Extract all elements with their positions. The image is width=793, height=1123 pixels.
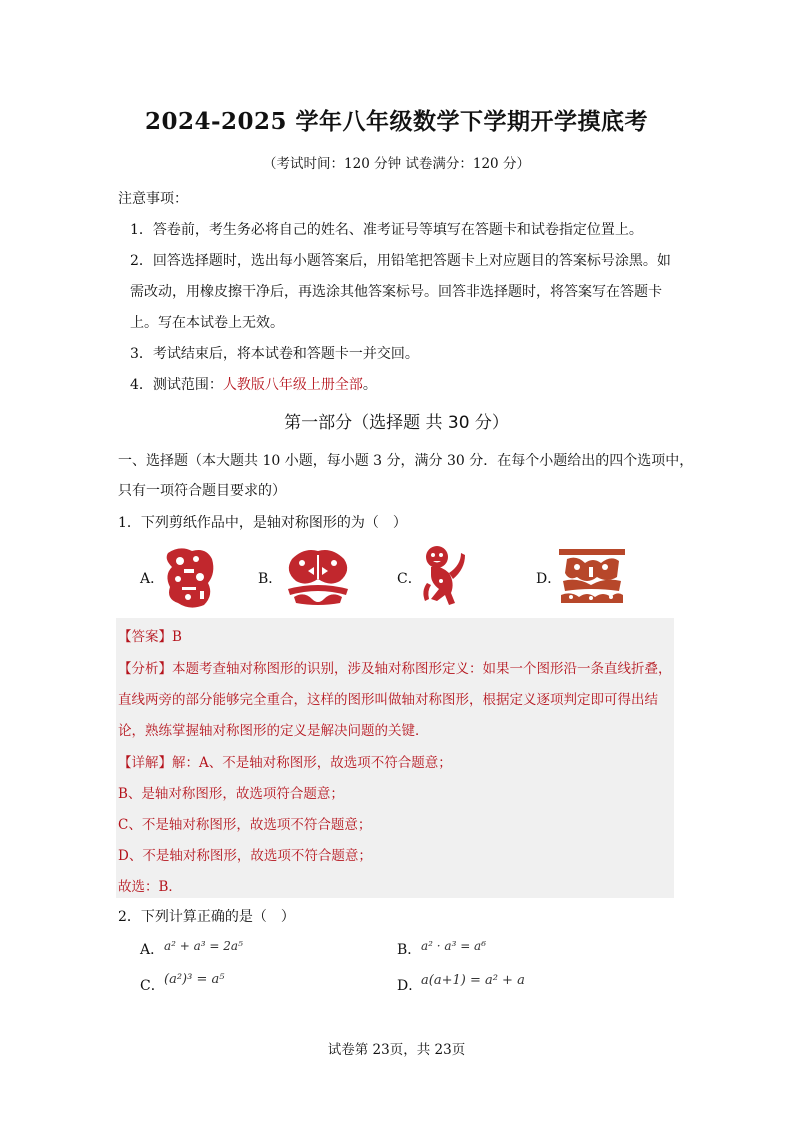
- q1-option-b-label[interactable]: B．: [258, 571, 283, 587]
- q2-stem: 2．下列计算正确的是（ ）: [118, 909, 295, 925]
- scope-prefix: 4．测试范围：: [130, 377, 223, 393]
- q2-option-a-label[interactable]: A．: [140, 942, 165, 958]
- section-intro: 只有一项符合题目要求的）: [118, 483, 286, 499]
- papercut-c-image: [419, 543, 465, 607]
- scope-suffix: 。: [362, 377, 377, 393]
- papercut-a-image: [162, 543, 218, 611]
- q1-stem: 1．下列剪纸作品中，是轴对称图形的为（ ）: [118, 515, 407, 531]
- q1-option-c-label[interactable]: C．: [397, 571, 422, 587]
- q2-option-c-expr: (a²)³ = a⁵: [164, 972, 225, 987]
- q2-option-b-label[interactable]: B．: [397, 942, 422, 958]
- q1-option-a-label[interactable]: A．: [140, 571, 165, 587]
- q1-answer: 【答案】B: [118, 629, 182, 645]
- q2-option-b-expr: a² · a³ = a⁶: [421, 939, 487, 953]
- notice-item: 2．回答选择题时，选出每小题答案后，用铅笔把答题卡上对应题目的答案标号涂黑。如: [130, 253, 671, 269]
- notice-item: 上。写在本试卷上无效。: [130, 315, 284, 331]
- papercut-b-image: [280, 545, 356, 607]
- q1-detail-line: D、不是轴对称图形，故选项不符合题意；: [118, 848, 372, 864]
- notice-item: 需改动，用橡皮擦干净后，再选涂其他答案标号。回答非选择题时，将答案写在答题卡: [130, 284, 662, 300]
- section-heading: 第一部分（选择题 共 30 分）: [284, 413, 509, 433]
- page-footer: 试卷第 23页，共 23页: [327, 1042, 466, 1058]
- notice-item: 1．答卷前，考生务必将自己的姓名、准考证号等填写在答题卡和试卷指定位置上。: [130, 222, 643, 238]
- q1-detail-line: 【详解】解：A、不是轴对称图形，故选项不符合题意；: [118, 755, 452, 771]
- q1-detail-line: B、是轴对称图形，故选项符合题意；: [118, 786, 344, 802]
- q1-analysis-line: 直线两旁的部分能够完全重合，这样的图形叫做轴对称图形，根据定义逐项判定即可得出结: [118, 692, 658, 708]
- q2-option-d-expr: a(a+1) = a² + a: [421, 973, 525, 988]
- exam-subtitle: （考试时间：120 分钟 试卷满分：120 分）: [263, 156, 530, 172]
- exam-title: 2024-2025 学年八年级数学下学期开学摸底考: [144, 108, 649, 135]
- q1-analysis-line: 【分析】本题考查轴对称图形的识别，涉及轴对称图形定义：如果一个图形沿一条直线折叠，: [118, 661, 672, 677]
- q1-option-d-label[interactable]: D．: [536, 571, 562, 587]
- scope-value: 人教版八年级上册全部: [222, 377, 363, 393]
- notice-scope: [130, 374, 377, 394]
- q2-option-d-label[interactable]: D．: [397, 978, 423, 994]
- q2-option-a-expr: a² + a³ = 2a⁵: [164, 939, 243, 953]
- section-intro: 一、选择题（本大题共 10 小题，每小题 3 分，满分 30 分．在每个小题给出的四个选项中，: [118, 453, 694, 469]
- q1-analysis-line: 论，熟练掌握轴对称图形的定义是解决问题的关键．: [118, 723, 429, 739]
- q2-option-c-label[interactable]: C．: [140, 978, 165, 994]
- notice-item: 3．考试结束后，将本试卷和答题卡一并交回。: [130, 346, 419, 362]
- q1-detail-line: 故选：B．: [118, 879, 182, 895]
- q1-detail-line: C、不是轴对称图形，故选项不符合题意；: [118, 817, 372, 833]
- papercut-d-image: [557, 547, 627, 605]
- notice-heading: 注意事项：: [118, 191, 188, 207]
